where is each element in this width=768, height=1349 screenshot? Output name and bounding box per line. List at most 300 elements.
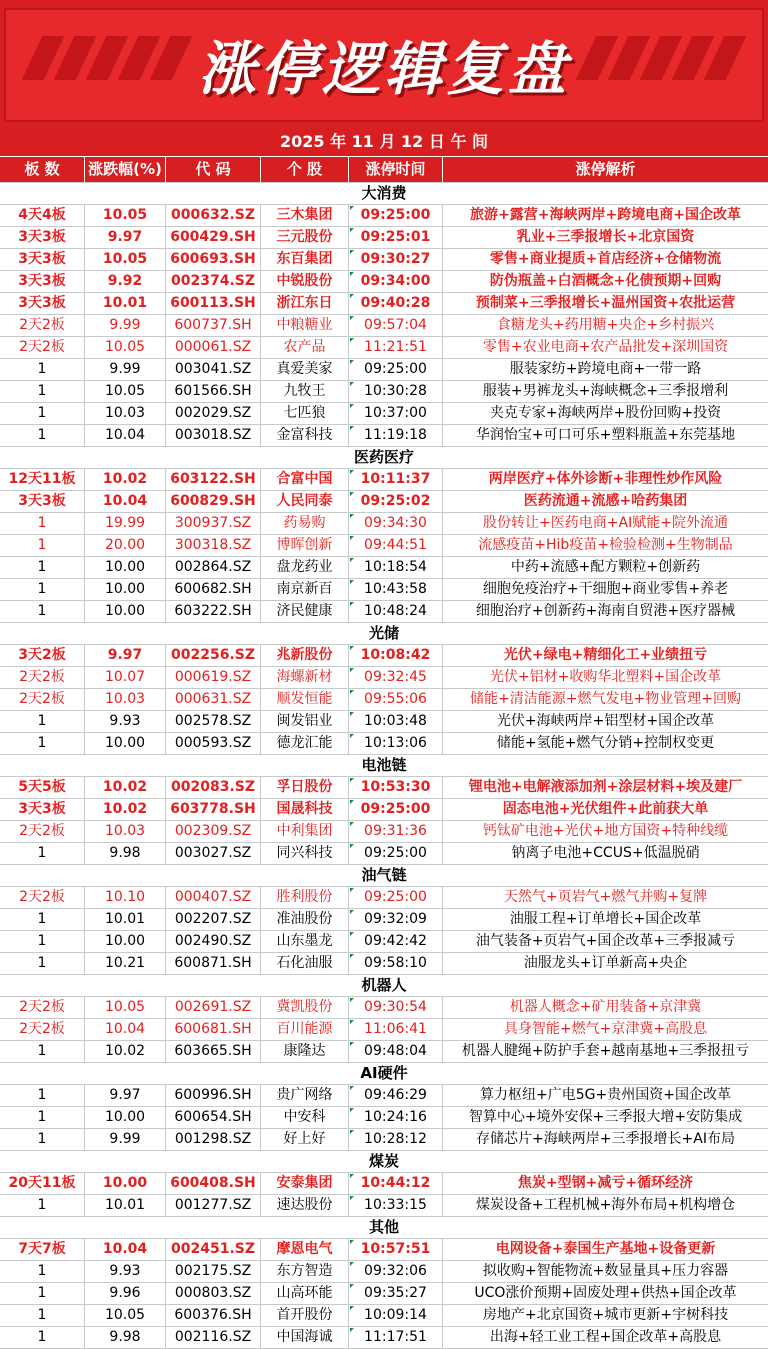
cell-change: 9.93 (85, 711, 166, 732)
section-header: 其他 (0, 1217, 768, 1239)
cell-change: 9.97 (85, 1085, 166, 1106)
table-row (0, 733, 768, 755)
cell-change: 10.00 (85, 1107, 166, 1128)
column-header-change: 涨跌幅(%) (85, 157, 166, 182)
cell-change: 10.21 (85, 953, 166, 974)
cell-code: 603122.SH (166, 469, 261, 490)
section-header: AI硬件 (0, 1063, 768, 1085)
table-row (0, 887, 768, 909)
cell-time: 10:44:12 (349, 1173, 443, 1194)
cell-stock: 中安科 (261, 1107, 349, 1128)
section-header: 煤炭 (0, 1151, 768, 1173)
table-row (0, 667, 768, 689)
cell-code: 000407.SZ (166, 887, 261, 908)
cell-time: 11:17:51 (349, 1327, 443, 1348)
cell-time: 10:24:16 (349, 1107, 443, 1128)
cell-change: 10.00 (85, 601, 166, 622)
cell-time: 10:33:15 (349, 1195, 443, 1216)
cell-stock: 真爱美家 (261, 359, 349, 380)
cell-reason: 零售+商业提质+首店经济+仓储物流 (489, 251, 722, 267)
cell-stock: 孚日股份 (261, 777, 349, 798)
cell-change: 9.97 (85, 645, 166, 666)
cell-change: 10.05 (85, 337, 166, 358)
cell-boards: 1 (0, 425, 85, 446)
cell-boards: 1 (0, 931, 85, 952)
cell-reason: 机器人概念+矿用装备+京津冀 (509, 999, 702, 1015)
cell-change: 10.00 (85, 557, 166, 578)
cell-stock: 闽发铝业 (261, 711, 349, 732)
table-row (0, 1305, 768, 1327)
cell-stock: 东百集团 (261, 249, 349, 270)
table-body (0, 183, 768, 1349)
cell-boards: 2天2板 (0, 315, 85, 336)
cell-boards: 1 (0, 557, 85, 578)
cell-stock: 胜利股份 (261, 887, 349, 908)
cell-change: 10.04 (85, 425, 166, 446)
cell-change: 10.05 (85, 205, 166, 226)
cell-change: 9.97 (85, 227, 166, 248)
cell-stock: 国晟科技 (261, 799, 349, 820)
cell-boards: 1 (0, 1283, 85, 1304)
cell-boards: 3天2板 (0, 645, 85, 666)
cell-reason: 焦炭+型钢+减亏+循环经济 (517, 1175, 694, 1191)
table-row (0, 909, 768, 931)
cell-boards: 1 (0, 1107, 85, 1128)
cell-boards: 1 (0, 513, 85, 534)
cell-boards: 1 (0, 381, 85, 402)
cell-time: 09:25:02 (349, 491, 443, 512)
cell-boards: 3天3板 (0, 271, 85, 292)
section-header: 光储 (0, 623, 768, 645)
cell-change: 10.05 (85, 249, 166, 270)
cell-time: 10:57:51 (349, 1239, 443, 1260)
cell-stock: 浙江东日 (261, 293, 349, 314)
table-row (0, 1327, 768, 1349)
cell-code: 300937.SZ (166, 513, 261, 534)
table-row (0, 777, 768, 799)
cell-reason: 食糖龙头+药用糖+央企+乡村振兴 (496, 317, 715, 333)
cell-change: 9.92 (85, 271, 166, 292)
cell-code: 002309.SZ (166, 821, 261, 842)
cell-boards: 12天11板 (0, 469, 85, 490)
cell-reason: 细胞免疫治疗+干细胞+商业零售+养老 (482, 581, 729, 597)
table-row (0, 843, 768, 865)
cell-change: 10.01 (85, 909, 166, 930)
cell-reason: 拟收购+智能物流+数显量具+压力容器 (482, 1263, 729, 1279)
cell-change: 10.00 (85, 1173, 166, 1194)
cell-code: 000619.SZ (166, 667, 261, 688)
table-header (0, 157, 768, 183)
cell-stock: 贵广网络 (261, 1085, 349, 1106)
cell-reason: 煤炭设备+工程机械+海外布局+机构增仓 (475, 1197, 736, 1213)
cell-change: 10.02 (85, 1041, 166, 1062)
table-row (0, 1107, 768, 1129)
table-row (0, 535, 768, 557)
table-row (0, 513, 768, 535)
cell-code: 600376.SH (166, 1305, 261, 1326)
cell-change: 10.04 (85, 1019, 166, 1040)
cell-time: 09:40:28 (349, 293, 443, 314)
cell-code: 002083.SZ (166, 777, 261, 798)
table-row (0, 491, 768, 513)
table-row (0, 1041, 768, 1063)
cell-stock: 合富中国 (261, 469, 349, 490)
cell-boards: 3天3板 (0, 799, 85, 820)
section-header: 油气链 (0, 865, 768, 887)
cell-code: 001277.SZ (166, 1195, 261, 1216)
cell-reason: 固态电池+光伏组件+此前获大单 (502, 801, 709, 817)
cell-stock: 农产品 (261, 337, 349, 358)
cell-stock: 药易购 (261, 513, 349, 534)
cell-change: 19.99 (85, 513, 166, 534)
cell-code: 000631.SZ (166, 689, 261, 710)
cell-boards: 2天2板 (0, 1019, 85, 1040)
cell-change: 10.07 (85, 667, 166, 688)
cell-stock: 七匹狼 (261, 403, 349, 424)
cell-stock: 德龙汇能 (261, 733, 349, 754)
table-row (0, 271, 768, 293)
cell-time: 10:48:24 (349, 601, 443, 622)
cell-stock: 中国海诚 (261, 1327, 349, 1348)
cell-reason: 乳业+三季报增长+北京国资 (516, 229, 695, 245)
table-row (0, 931, 768, 953)
cell-reason: 钙钛矿电池+光伏+地方国资+特种线缆 (482, 823, 729, 839)
cell-code: 002578.SZ (166, 711, 261, 732)
cell-time: 10:28:12 (349, 1129, 443, 1150)
cell-code: 600113.SH (166, 293, 261, 314)
cell-change: 9.99 (85, 359, 166, 380)
cell-code: 600693.SH (166, 249, 261, 270)
cell-stock: 中锐股份 (261, 271, 349, 292)
table-row (0, 711, 768, 733)
cell-reason: 电网设备+泰国生产基地+设备更新 (495, 1241, 716, 1257)
cell-code: 600654.SH (166, 1107, 261, 1128)
cell-time: 09:57:04 (349, 315, 443, 336)
cell-time: 09:32:45 (349, 667, 443, 688)
cell-reason: 光伏+铝材+收购华北塑料+国企改革 (489, 669, 722, 685)
cell-reason: 服装+男裤龙头+海峡概念+三季报增利 (482, 383, 729, 399)
cell-boards: 1 (0, 711, 85, 732)
cell-boards: 20天11板 (0, 1173, 85, 1194)
cell-time: 10:09:14 (349, 1305, 443, 1326)
cell-reason: 医药流通+流感+哈药集团 (523, 493, 688, 509)
table-row (0, 1019, 768, 1041)
cell-boards: 1 (0, 1327, 85, 1348)
table-row (0, 579, 768, 601)
cell-reason: 钠离子电池+CCUS+低温脱硝 (511, 845, 700, 861)
cell-time: 10:11:37 (349, 469, 443, 490)
cell-time: 11:06:41 (349, 1019, 443, 1040)
cell-time: 09:55:06 (349, 689, 443, 710)
cell-code: 003018.SZ (166, 425, 261, 446)
cell-code: 600829.SH (166, 491, 261, 512)
table-row (0, 1283, 768, 1305)
cell-change: 10.05 (85, 997, 166, 1018)
cell-boards: 1 (0, 1195, 85, 1216)
cell-reason: 锂电池+电解液添加剂+涂层材料+埃及建厂 (468, 779, 743, 795)
cell-code: 002029.SZ (166, 403, 261, 424)
cell-reason: 储能+氢能+燃气分销+控制权变更 (496, 735, 715, 751)
cell-time: 09:34:30 (349, 513, 443, 534)
cell-boards: 5天5板 (0, 777, 85, 798)
cell-code: 000593.SZ (166, 733, 261, 754)
cell-time: 10:18:54 (349, 557, 443, 578)
cell-change: 10.03 (85, 403, 166, 424)
cell-boards: 1 (0, 535, 85, 556)
cell-reason: 房地产+北京国资+城市更新+宇树科技 (482, 1307, 729, 1323)
cell-stock: 冀凯股份 (261, 997, 349, 1018)
section-header: 大消费 (0, 183, 768, 205)
cell-boards: 1 (0, 579, 85, 600)
cell-time: 09:25:00 (349, 205, 443, 226)
section-header: 电池链 (0, 755, 768, 777)
cell-code: 600681.SH (166, 1019, 261, 1040)
table-row (0, 227, 768, 249)
cell-reason: 油服工程+订单增长+国企改革 (509, 911, 702, 927)
cell-reason: 股份转让+医药电商+AI赋能+院外流通 (483, 515, 728, 531)
cell-change: 9.99 (85, 315, 166, 336)
cell-stock: 中利集团 (261, 821, 349, 842)
cell-time: 09:30:54 (349, 997, 443, 1018)
cell-change: 10.10 (85, 887, 166, 908)
cell-reason: 光伏+绿电+精细化工+业绩扭亏 (503, 647, 708, 663)
cell-time: 09:42:42 (349, 931, 443, 952)
column-header-stock: 个 股 (261, 157, 349, 182)
cell-stock: 博晖创新 (261, 535, 349, 556)
cell-boards: 2天2板 (0, 887, 85, 908)
cell-change: 9.93 (85, 1261, 166, 1282)
cell-stock: 好上好 (261, 1129, 349, 1150)
cell-boards: 1 (0, 359, 85, 380)
limit-up-table (0, 128, 768, 1349)
cell-stock: 石化油服 (261, 953, 349, 974)
cell-stock: 山高环能 (261, 1283, 349, 1304)
cell-reason: 细胞治疗+创新药+海南自贸港+医疗器械 (475, 603, 736, 619)
cell-time: 09:46:29 (349, 1085, 443, 1106)
cell-change: 9.98 (85, 843, 166, 864)
table-row (0, 249, 768, 271)
cell-time: 10:43:58 (349, 579, 443, 600)
cell-reason: 流感疫苗+Hib疫苗+检验检测+生物制品 (478, 537, 733, 553)
cell-code: 600429.SH (166, 227, 261, 248)
cell-time: 11:21:51 (349, 337, 443, 358)
cell-change: 10.00 (85, 733, 166, 754)
cell-reason: 两岸医疗+体外诊断+非理性炒作风险 (488, 471, 723, 487)
cell-boards: 1 (0, 909, 85, 930)
cell-boards: 3天3板 (0, 293, 85, 314)
cell-boards: 1 (0, 1041, 85, 1062)
cell-change: 10.02 (85, 799, 166, 820)
cell-reason: 中药+流感+配方颗粒+创新药 (510, 559, 701, 575)
table-row (0, 821, 768, 843)
table-row (0, 403, 768, 425)
table-row (0, 953, 768, 975)
cell-code: 003027.SZ (166, 843, 261, 864)
cell-code: 001298.SZ (166, 1129, 261, 1150)
cell-stock: 顺发恒能 (261, 689, 349, 710)
cell-change: 10.05 (85, 381, 166, 402)
cell-code: 600737.SH (166, 315, 261, 336)
cell-stock: 摩恩电气 (261, 1239, 349, 1260)
cell-stock: 安泰集团 (261, 1173, 349, 1194)
column-header-code: 代 码 (166, 157, 261, 182)
cell-reason: 零售+农业电商+农产品批发+深圳国资 (482, 339, 729, 355)
cell-boards: 2天2板 (0, 337, 85, 358)
table-row (0, 799, 768, 821)
table-row (0, 469, 768, 491)
table-row (0, 337, 768, 359)
cell-code: 603778.SH (166, 799, 261, 820)
cell-time: 09:58:10 (349, 953, 443, 974)
cell-stock: 中粮糖业 (261, 315, 349, 336)
section-header: 机器人 (0, 975, 768, 997)
cell-reason: 天然气+页岩气+燃气并购+复牌 (503, 889, 708, 905)
cell-code: 002451.SZ (166, 1239, 261, 1260)
cell-time: 09:25:00 (349, 843, 443, 864)
cell-change: 10.00 (85, 579, 166, 600)
cell-change: 20.00 (85, 535, 166, 556)
cell-stock: 海螺新材 (261, 667, 349, 688)
table-row (0, 1129, 768, 1151)
table-row (0, 557, 768, 579)
cell-reason: 服装家纺+跨境电商+一带一路 (509, 361, 702, 377)
cell-stock: 首开股份 (261, 1305, 349, 1326)
cell-boards: 2天2板 (0, 997, 85, 1018)
cell-reason: 出海+轻工业工程+国企改革+高股息 (489, 1329, 722, 1345)
cell-reason: 具身智能+燃气+京津冀+高股息 (503, 1021, 708, 1037)
table-row (0, 315, 768, 337)
table-row (0, 381, 768, 403)
cell-time: 09:25:00 (349, 359, 443, 380)
cell-reason: 防伪瓶盖+白酒概念+化债预期+回购 (489, 273, 722, 289)
cell-boards: 2天2板 (0, 667, 85, 688)
cell-time: 09:31:36 (349, 821, 443, 842)
cell-code: 002864.SZ (166, 557, 261, 578)
cell-stock: 速达股份 (261, 1195, 349, 1216)
table-row (0, 601, 768, 623)
cell-code: 002207.SZ (166, 909, 261, 930)
cell-time: 09:32:09 (349, 909, 443, 930)
cell-reason: 智算中心+境外安保+三季报大增+安防集成 (468, 1109, 743, 1125)
table-row (0, 997, 768, 1019)
cell-stock: 百川能源 (261, 1019, 349, 1040)
cell-time: 09:44:51 (349, 535, 443, 556)
cell-boards: 1 (0, 1085, 85, 1106)
cell-change: 10.02 (85, 469, 166, 490)
table-row (0, 1195, 768, 1217)
cell-stock: 三木集团 (261, 205, 349, 226)
cell-stock: 南京新百 (261, 579, 349, 600)
cell-stock: 济民健康 (261, 601, 349, 622)
cell-time: 11:19:18 (349, 425, 443, 446)
cell-stock: 同兴科技 (261, 843, 349, 864)
cell-time: 10:37:00 (349, 403, 443, 424)
table-row (0, 689, 768, 711)
cell-change: 10.04 (85, 491, 166, 512)
cell-code: 600682.SH (166, 579, 261, 600)
cell-code: 600996.SH (166, 1085, 261, 1106)
cell-time: 09:34:00 (349, 271, 443, 292)
cell-boards: 1 (0, 403, 85, 424)
cell-stock: 准油股份 (261, 909, 349, 930)
cell-stock: 东方智造 (261, 1261, 349, 1282)
cell-change: 10.03 (85, 821, 166, 842)
table-row (0, 205, 768, 227)
cell-reason: 华润怡宝+可口可乐+塑料瓶盖+东莞基地 (475, 427, 736, 443)
cell-code: 300318.SZ (166, 535, 261, 556)
cell-stock: 九牧王 (261, 381, 349, 402)
cell-reason: 预制菜+三季报增长+温州国资+农批运营 (475, 295, 736, 311)
cell-code: 603222.SH (166, 601, 261, 622)
section-header: 医药医疗 (0, 447, 768, 469)
cell-change: 10.01 (85, 1195, 166, 1216)
date-line: 2025 年 11 月 12 日 午 间 (0, 128, 768, 157)
banner (0, 0, 768, 128)
cell-code: 002691.SZ (166, 997, 261, 1018)
table-row (0, 1173, 768, 1195)
cell-time: 09:35:27 (349, 1283, 443, 1304)
cell-time: 09:32:06 (349, 1261, 443, 1282)
cell-code: 600408.SH (166, 1173, 261, 1194)
cell-boards: 1 (0, 733, 85, 754)
cell-time: 10:08:42 (349, 645, 443, 666)
cell-reason: 夹克专家+海峡两岸+股份回购+投资 (489, 405, 722, 421)
cell-boards: 2天2板 (0, 689, 85, 710)
cell-change: 9.99 (85, 1129, 166, 1150)
cell-code: 002374.SZ (166, 271, 261, 292)
cell-stock: 人民同泰 (261, 491, 349, 512)
cell-time: 09:25:00 (349, 799, 443, 820)
cell-stock: 康隆达 (261, 1041, 349, 1062)
cell-code: 003041.SZ (166, 359, 261, 380)
cell-reason: 旅游+露营+海峡两岸+跨境电商+国企改革 (470, 207, 741, 223)
column-header-time: 涨停时间 (349, 157, 443, 182)
table-row (0, 1239, 768, 1261)
cell-time: 10:03:48 (349, 711, 443, 732)
cell-change: 10.02 (85, 777, 166, 798)
cell-boards: 1 (0, 843, 85, 864)
cell-change: 10.01 (85, 293, 166, 314)
cell-boards: 1 (0, 1305, 85, 1326)
cell-boards: 1 (0, 1261, 85, 1282)
cell-code: 002256.SZ (166, 645, 261, 666)
cell-code: 603665.SH (166, 1041, 261, 1062)
cell-change: 10.05 (85, 1305, 166, 1326)
table-row (0, 1261, 768, 1283)
cell-change: 10.00 (85, 931, 166, 952)
table-row (0, 645, 768, 667)
cell-change: 10.04 (85, 1239, 166, 1260)
cell-boards: 3天3板 (0, 227, 85, 248)
table-row (0, 1085, 768, 1107)
column-header-reason: 涨停解析 (575, 160, 636, 178)
cell-code: 000061.SZ (166, 337, 261, 358)
cell-reason: 算力枢纽+广电5G+贵州国资+国企改革 (480, 1087, 731, 1103)
table-row (0, 425, 768, 447)
cell-time: 09:48:04 (349, 1041, 443, 1062)
banner-panel (4, 8, 764, 122)
cell-reason: 储能+清洁能源+燃气发电+物业管理+回购 (470, 691, 741, 707)
cell-reason: 存储芯片+海峡两岸+三季报增长+AI布局 (476, 1131, 735, 1147)
cell-stock: 山东墨龙 (261, 931, 349, 952)
cell-change: 10.03 (85, 689, 166, 710)
cell-reason: 油气装备+页岩气+国企改革+三季报减亏 (475, 933, 736, 949)
cell-boards: 3天3板 (0, 249, 85, 270)
cell-time: 10:13:06 (349, 733, 443, 754)
cell-boards: 1 (0, 1129, 85, 1150)
cell-boards: 3天3板 (0, 491, 85, 512)
cell-stock: 三元股份 (261, 227, 349, 248)
